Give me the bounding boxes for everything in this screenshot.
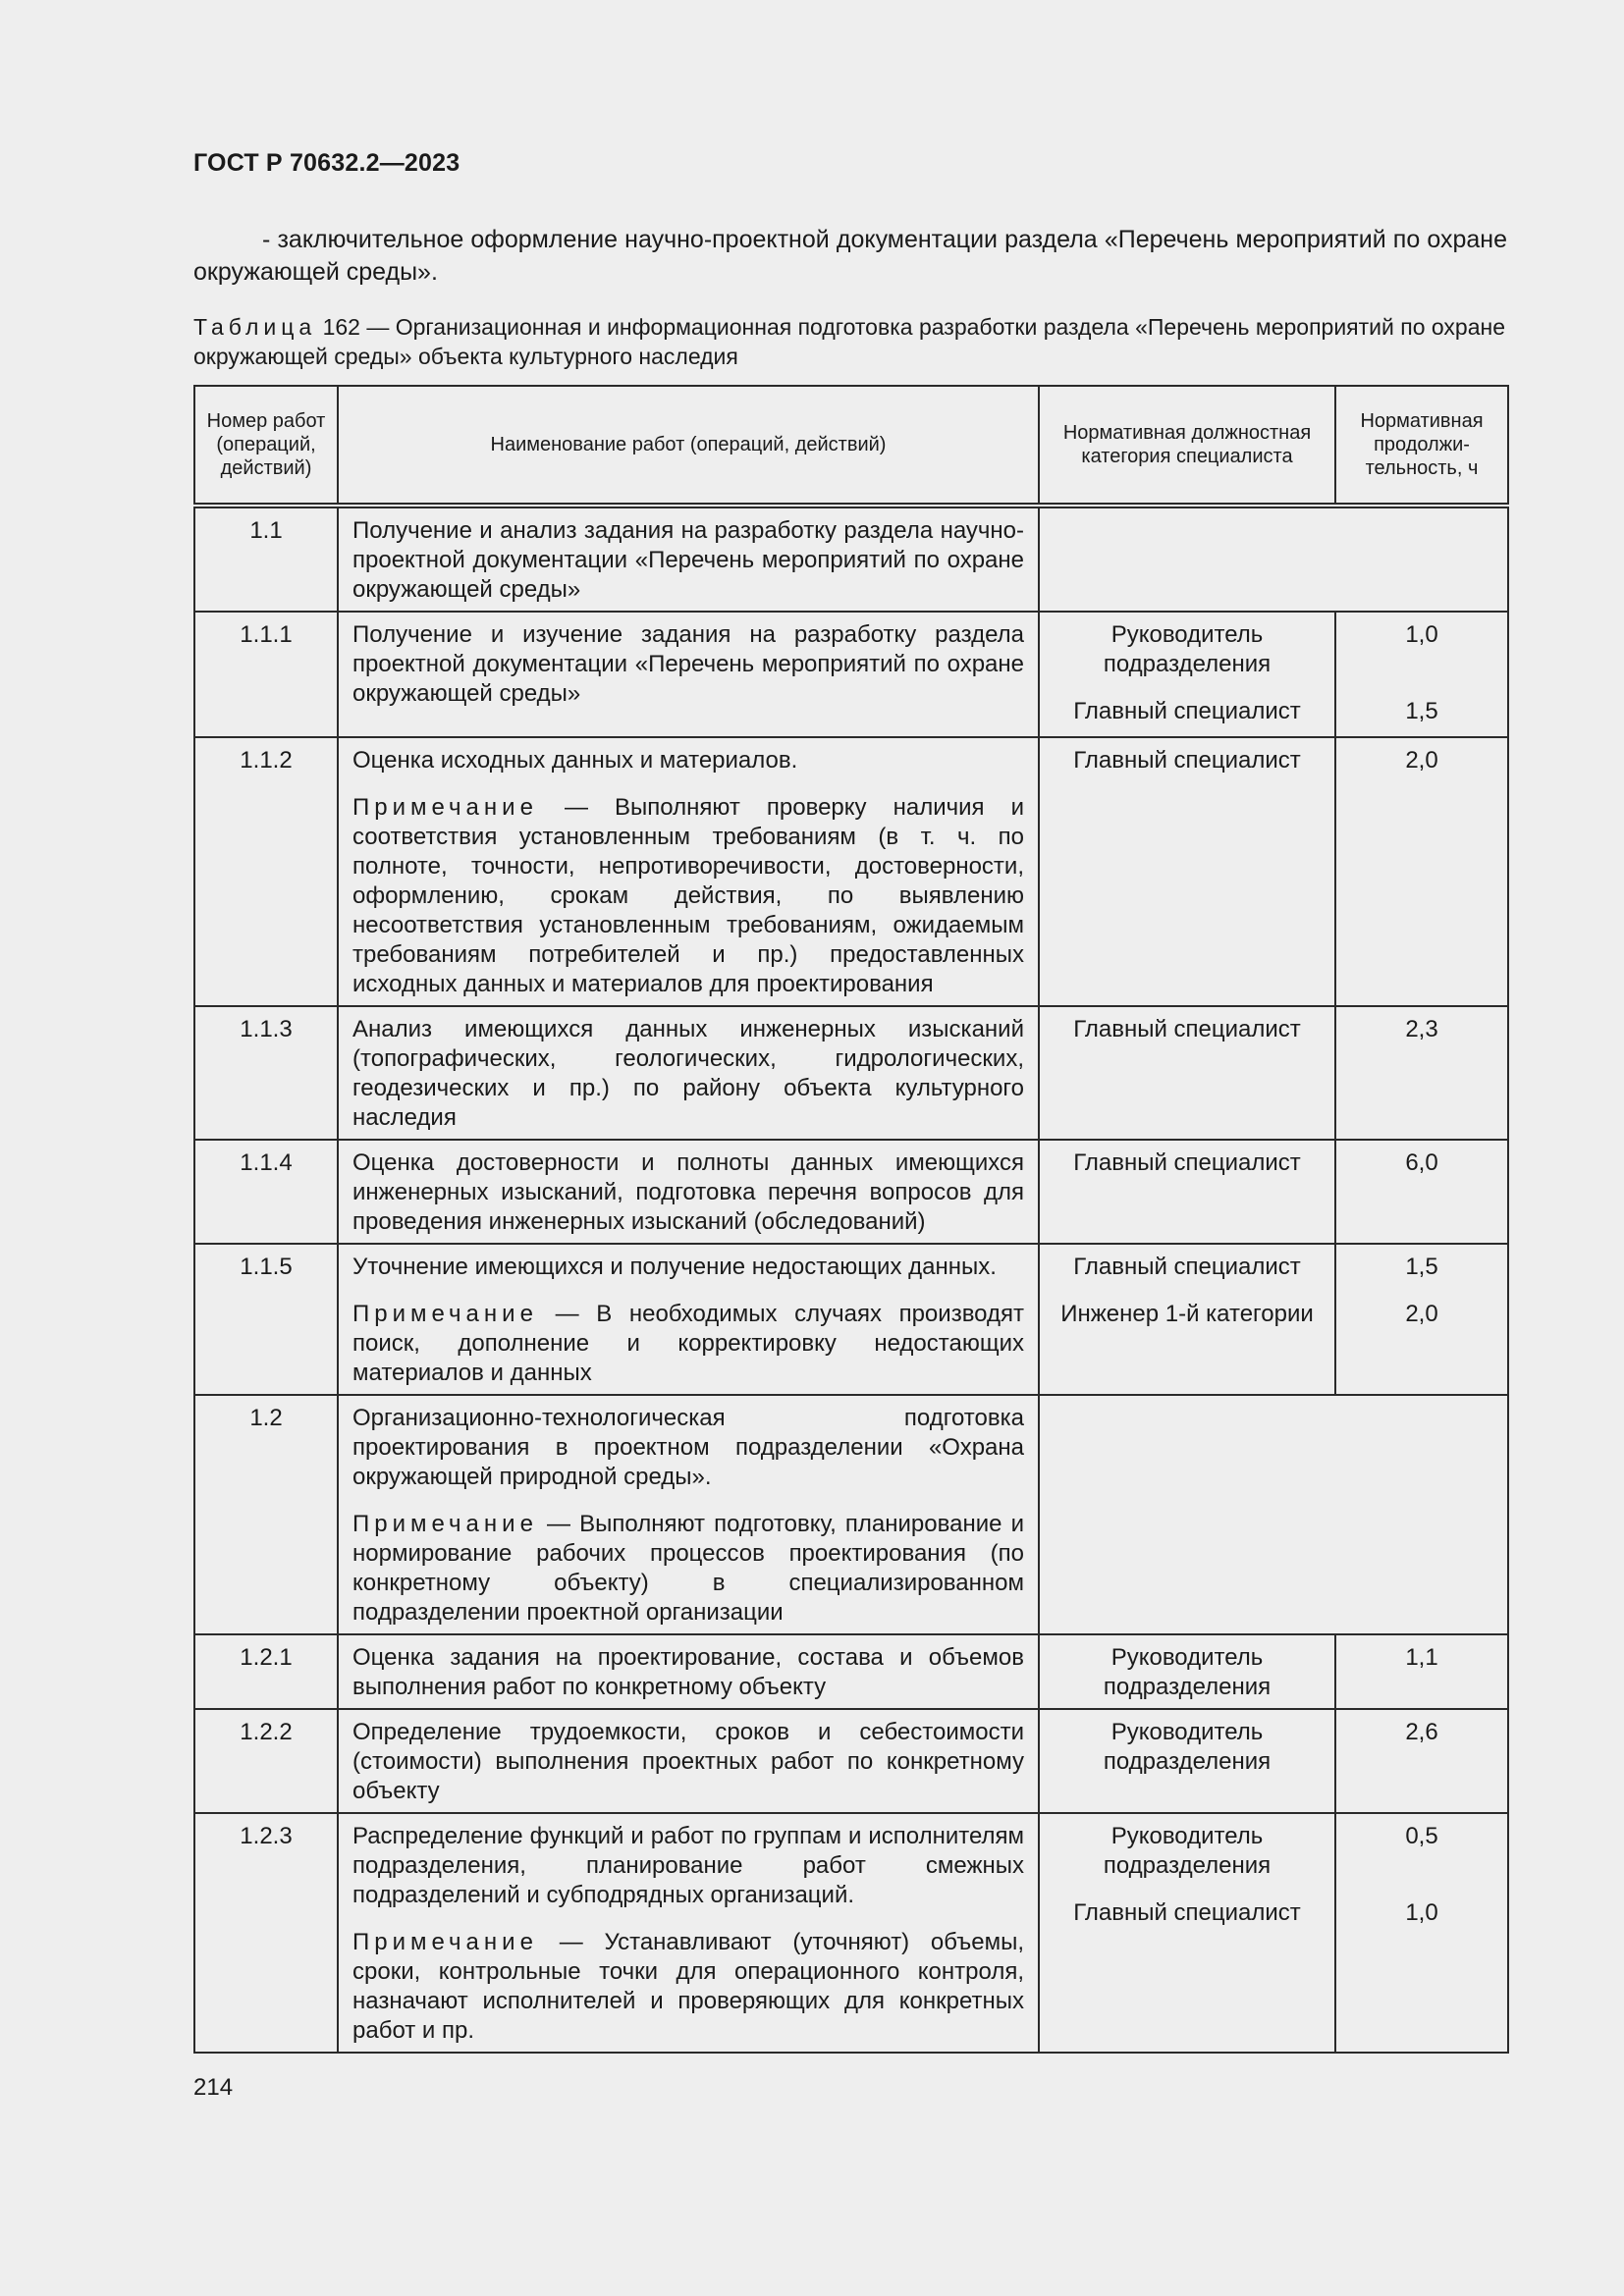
note-label: Примечание [352, 1301, 538, 1327]
table-row [194, 737, 1508, 1006]
row-number: 1.1.3 [194, 1006, 338, 1140]
row-duration: 2,6 [1335, 1709, 1508, 1813]
category-value: Руководитель подразделения [1103, 1823, 1272, 1879]
header-category: Нормативная должностная категория специалиста [1039, 386, 1335, 506]
row-note [352, 1928, 1024, 2046]
category-value: Главный специалист [1073, 698, 1301, 724]
row-number: 1.2.2 [194, 1709, 338, 1813]
row-note [352, 1300, 1024, 1388]
row-category [1039, 1244, 1335, 1395]
category-value: Главный специалист [1073, 1254, 1301, 1280]
row-number: 1.1 [194, 506, 338, 612]
row-category [1039, 612, 1335, 737]
row-name: Оценка достоверности и полноты данных имеющихся инженерных изысканий, подготовка перечня вопросов для проведения инженерных изысканий (обследований) [338, 1140, 1039, 1244]
table-caption-text: 162 — Организационная и информационная подготовка разработки раздела «Перечень мероприятий по охране окружающей среды» объекта культурного наследия [193, 314, 1505, 369]
row-number: 1.1.1 [194, 612, 338, 737]
row-name: Оценка задания на проектирование, состава и объемов выполнения работ по конкретному объекту [338, 1634, 1039, 1709]
row-name: Получение и анализ задания на разработку раздела научно-проектной документации «Перечень мероприятий по охране окружающей среды» [338, 506, 1039, 612]
category-value: Главный специалист [1073, 1899, 1301, 1926]
row-name-text: Оценка исходных данных и материалов. [352, 747, 798, 774]
table-row [194, 1813, 1508, 2053]
note-label: Примечание [352, 1929, 538, 1955]
table-row [194, 506, 1508, 612]
note-label: Примечание [352, 794, 538, 821]
duration-value: 0,5 [1405, 1823, 1438, 1849]
header-name: Наименование работ (операций, действий) [338, 386, 1039, 506]
row-duration: 2,3 [1335, 1006, 1508, 1140]
document-header: ГОСТ Р 70632.2—2023 [193, 149, 460, 177]
table-caption [193, 312, 1507, 371]
row-duration: 2,0 [1335, 737, 1508, 1006]
row-category [1039, 1709, 1335, 1813]
category-value: Руководитель подразделения [1103, 621, 1272, 677]
page-number: 214 [193, 2074, 234, 2101]
note-text: — Выполняют проверку наличия и соответствия установленным требованиям (в т. ч. по полноте, точности, непротиворечивости, достоверности, оформлению, срокам действия, по выявлению несоответствия установленным требованиям, ожидаемым требованиям потребителей и пр.) предоставленных исходных данных и материалов для проектирования [352, 794, 1024, 997]
row-empty-cell [1039, 1395, 1508, 1634]
note-text: — Выполняют подготовку, планирование и нормирование рабочих процессов проектирования (по конкретному объекту) в специализированном подразделении проектной организации [352, 1511, 1024, 1626]
row-category: Главный специалист [1039, 1006, 1335, 1140]
row-category: Главный специалист [1039, 1140, 1335, 1244]
duration-value: 1,5 [1405, 1254, 1438, 1280]
row-name [338, 1813, 1039, 2053]
category-value: Руководитель подразделения [1103, 1644, 1272, 1700]
note-label: Примечание [352, 1511, 538, 1537]
row-name-text: Распределение функций и работ по группам и исполнителям подразделения, планирование работ смежных подразделений и субподрядных организаций. [352, 1823, 1024, 1908]
row-empty-cell [1039, 506, 1508, 612]
row-name: Анализ имеющихся данных инженерных изысканий (топографических, геологических, гидрологических, геодезических и пр.) по району объекта культурного наследия [338, 1006, 1039, 1140]
row-name [338, 1244, 1039, 1395]
row-number: 1.1.4 [194, 1140, 338, 1244]
header-duration: Нормативная продолжи-тельность, ч [1335, 386, 1508, 506]
row-category [1039, 1813, 1335, 2053]
table-row [194, 1140, 1508, 1244]
row-name-text: Уточнение имеющихся и получение недостающих данных. [352, 1254, 997, 1280]
table-header-row [194, 386, 1508, 506]
table-caption-label: Таблица [193, 314, 317, 340]
intro-text: заключительное оформление научно-проектной документации раздела «Перечень мероприятий по охране окружающей среды». [193, 226, 1507, 286]
row-note [352, 793, 1024, 999]
row-number: 1.2.3 [194, 1813, 338, 2053]
note-text: — Устанавливают (уточняют) объемы, сроки, контрольные точки для операционного контроля, назначают исполнителей и проверяющих для конкретных работ и пр. [352, 1929, 1024, 2044]
row-duration: 1,1 [1335, 1634, 1508, 1709]
row-name [338, 1395, 1039, 1634]
row-name: Определение трудоемкости, сроков и себестоимости (стоимости) выполнения проектных работ по конкретному объекту [338, 1709, 1039, 1813]
row-duration [1335, 612, 1508, 737]
header-number: Номер работ (операций, действий) [194, 386, 338, 506]
row-number: 1.1.5 [194, 1244, 338, 1395]
duration-value: 1,5 [1405, 698, 1438, 724]
table-row [194, 1244, 1508, 1395]
work-table [193, 385, 1509, 2054]
table-row [194, 1709, 1508, 1813]
row-duration: 6,0 [1335, 1140, 1508, 1244]
row-number: 1.2 [194, 1395, 338, 1634]
row-category: Главный специалист [1039, 737, 1335, 1006]
row-duration [1335, 1244, 1508, 1395]
row-name [338, 737, 1039, 1006]
table-row [194, 1634, 1508, 1709]
table-row [194, 1006, 1508, 1140]
intro-bullet: - [262, 226, 271, 253]
row-number: 1.2.1 [194, 1634, 338, 1709]
intro-paragraph [193, 224, 1507, 289]
row-name: Получение и изучение задания на разработку раздела проектной документации «Перечень мероприятий по охране окружающей среды» [338, 612, 1039, 737]
row-number: 1.1.2 [194, 737, 338, 1006]
table-row [194, 612, 1508, 737]
table-row [194, 1395, 1508, 1634]
row-note [352, 1510, 1024, 1628]
duration-value: 2,0 [1405, 1301, 1438, 1327]
duration-value: 1,0 [1405, 1899, 1438, 1926]
row-name-text: Организационно-технологическая подготовка проектирования в проектном подразделении «Охрана окружающей природной среды». [352, 1405, 1024, 1490]
row-duration [1335, 1813, 1508, 2053]
category-value: Руководитель подразделения [1103, 1719, 1272, 1775]
note-text: — В необходимых случаях производят поиск, дополнение и корректировку недостающих материалов и данных [352, 1301, 1024, 1386]
duration-value: 1,0 [1405, 621, 1438, 648]
row-category [1039, 1634, 1335, 1709]
category-value: Инженер 1-й категории [1060, 1301, 1314, 1327]
